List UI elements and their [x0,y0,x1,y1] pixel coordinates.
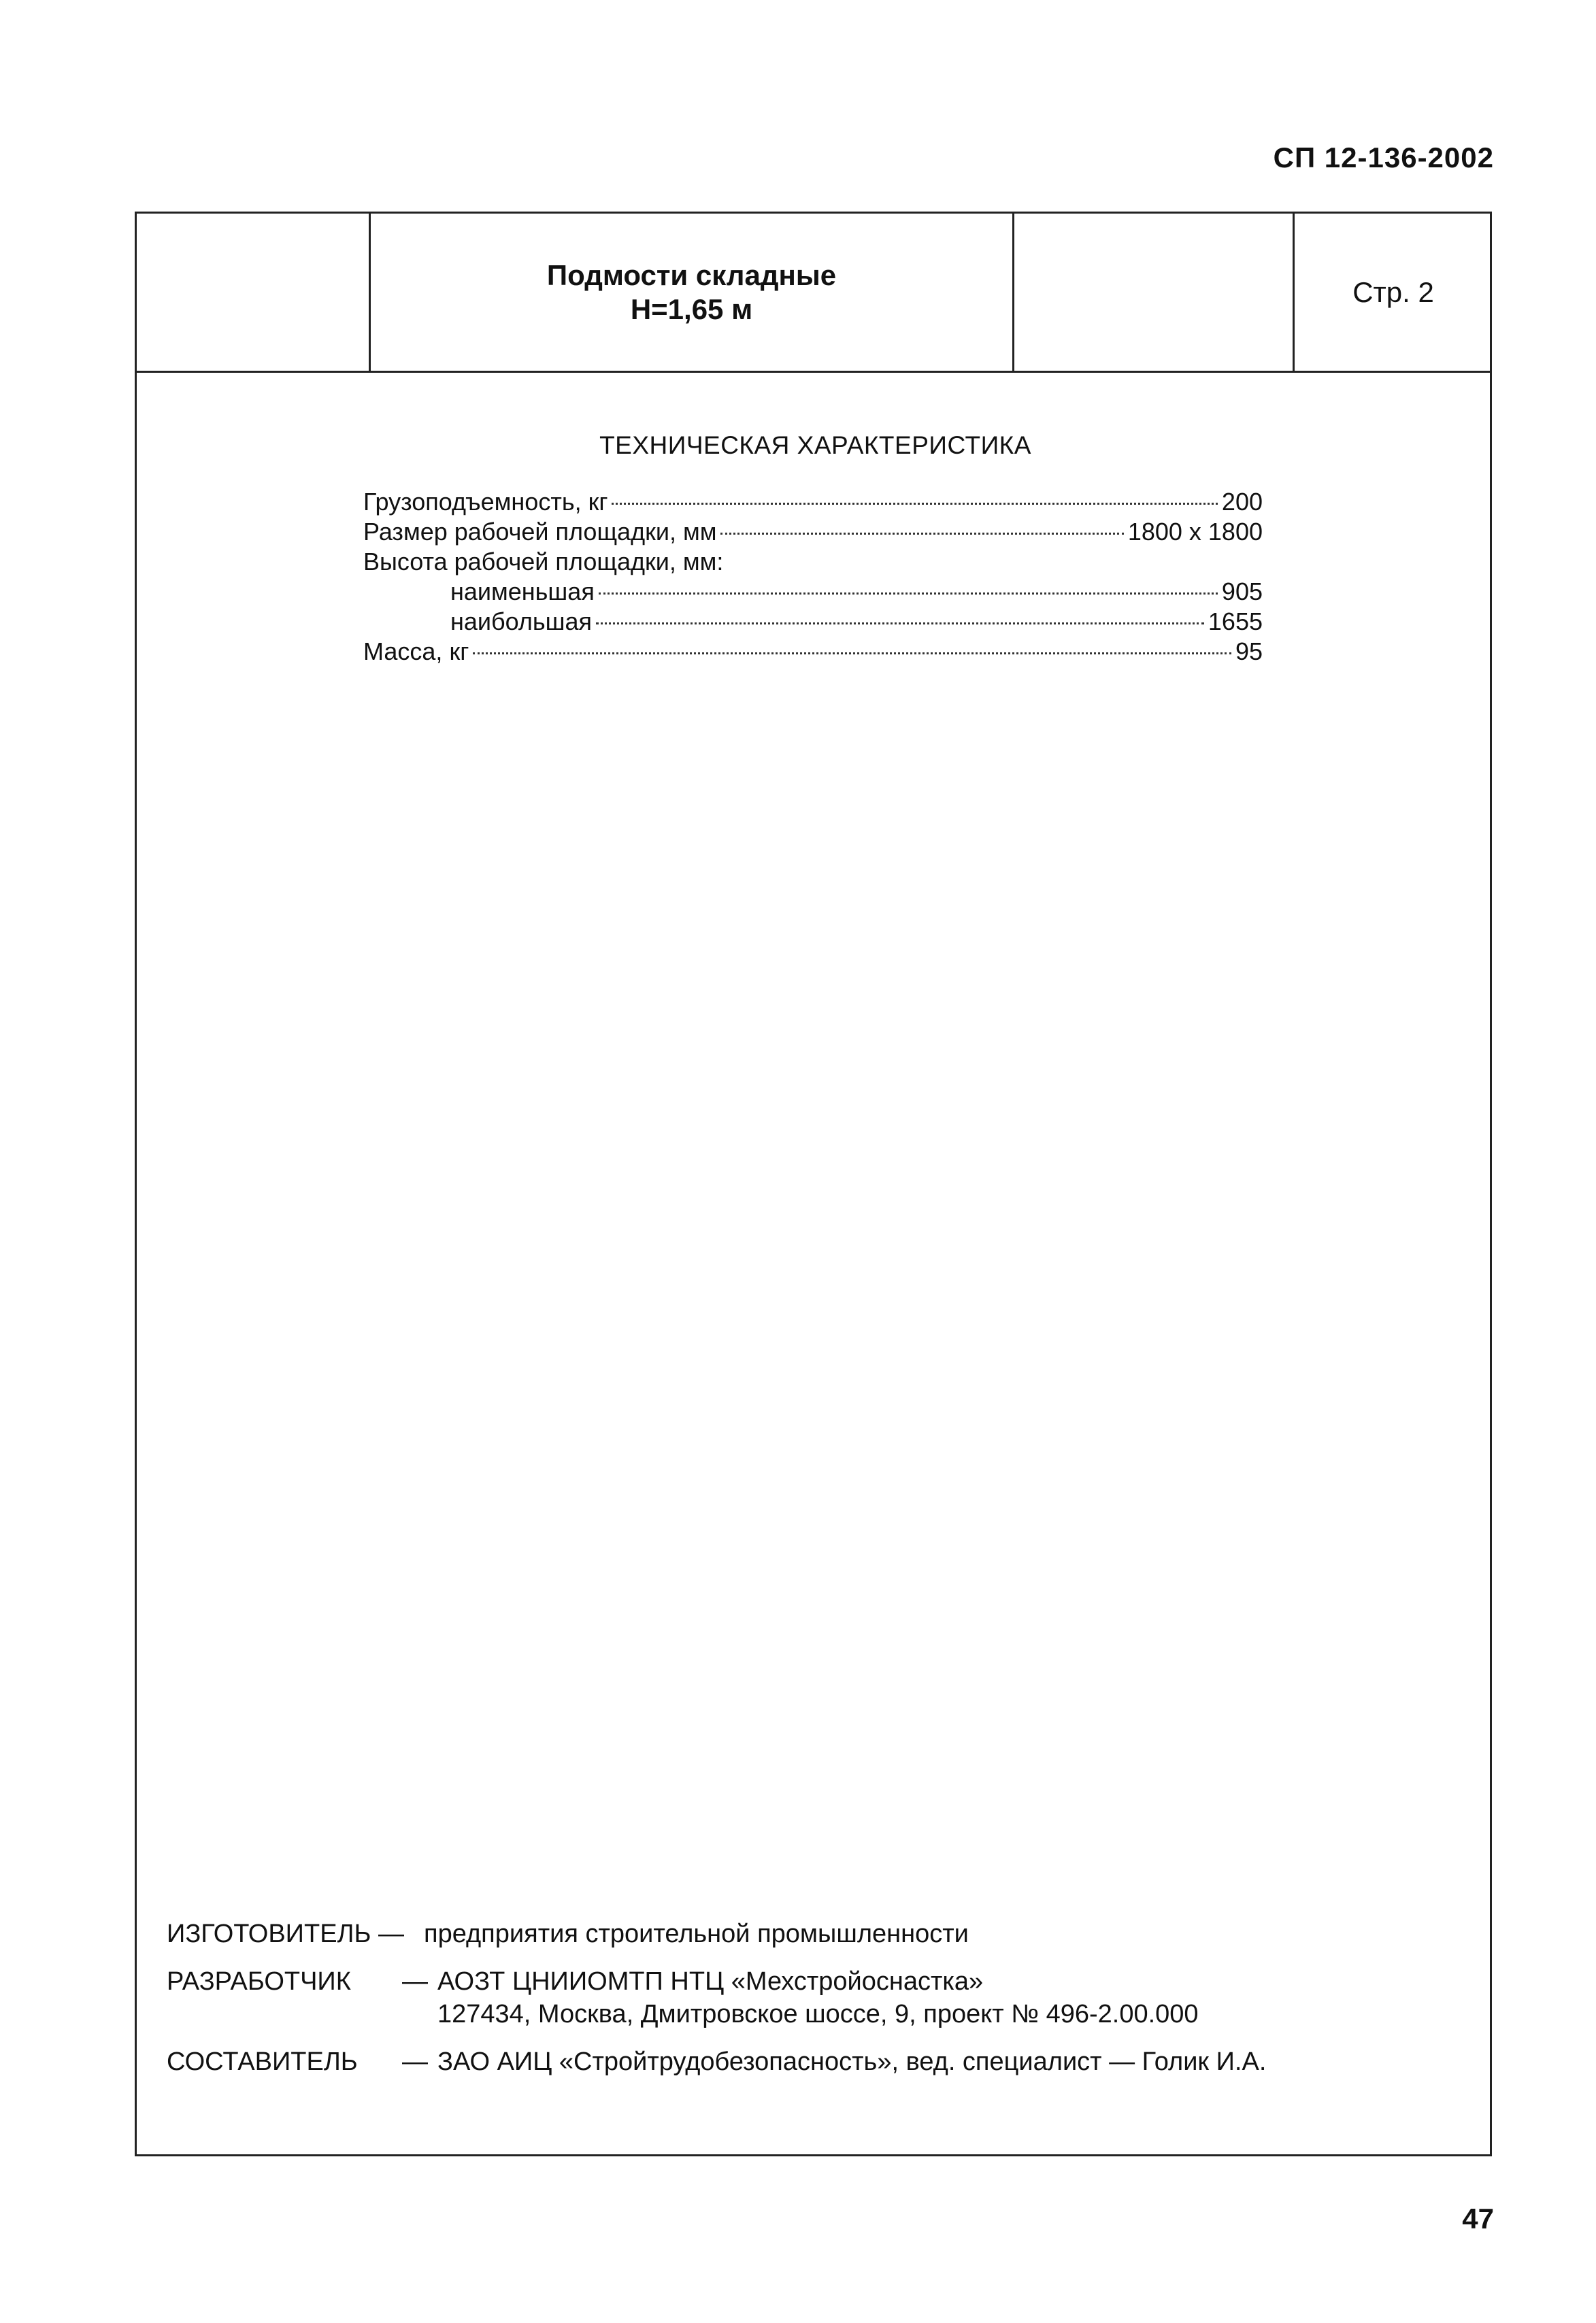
spec-value: 200 [1221,488,1263,516]
spec-row-height-max [363,607,1263,637]
credit-dash: — [402,2048,428,2076]
document-code: СП 12-136-2002 [1273,141,1494,173]
specs-list [363,487,1263,667]
dot-leader [599,592,1218,595]
spec-value: 1800 x 1800 [1127,518,1263,546]
spec-label: наибольшая [450,607,593,635]
title-block-cell-page [1295,214,1492,371]
developer-line1: АОЗТ ЦНИИОМТП НТЦ «Мехстройоснастка» [437,1967,984,1996]
title-block-row [137,214,1490,373]
dot-leader [596,622,1204,624]
credit-role: СОСТАВИТЕЛЬ [167,2048,358,2076]
specs-title: ТЕХНИЧЕСКАЯ ХАРАКТЕРИСТИКА [599,431,1031,459]
page-number: 47 [1462,2203,1494,2235]
document-title [547,258,836,327]
spec-label: Грузоподъемность, кг [363,488,608,516]
credit-role: РАЗРАБОТЧИК [167,1967,351,1996]
credit-text [437,1965,1459,2030]
credit-developer [167,1965,1459,2030]
spec-value: 95 [1235,637,1263,665]
credit-dash: — [402,1967,428,1996]
credits-footer [167,1918,1459,2093]
spec-row-platform-height-heading [363,547,1263,577]
dot-leader [720,533,1123,535]
sheet-page-label: Стр. 2 [1352,275,1434,308]
credit-manufacturer [167,1918,1459,1950]
spec-row-platform-size [363,517,1263,547]
dot-leader [473,652,1231,654]
dot-leader [612,503,1217,505]
title-block-cell-empty-left [137,214,371,371]
developer-line2: 127434, Москва, Дмитровское шоссе, 9, проект № 496-2.00.000 [437,2000,1199,2028]
spec-row-height-min [363,577,1263,607]
document-frame [135,212,1492,2156]
document-title-line1: Подмости складные [546,258,837,291]
spec-label: Масса, кг [363,637,469,665]
spec-label: наименьшая [450,578,595,605]
spec-value: 905 [1221,578,1263,605]
spec-label: Размер рабочей площадки, мм [363,518,717,546]
credit-text: предприятия строительной промышленности [424,1920,969,1948]
spec-row-capacity [363,487,1263,517]
title-block-cell-empty-right [1014,214,1295,371]
credit-role: ИЗГОТОВИТЕЛЬ — [167,1920,404,1948]
credit-text: ЗАО АИЦ «Стройтрудобезопасность», вед. специалист — Голик И.А. [437,2048,1267,2076]
credit-compiler [167,2045,1459,2078]
title-block-cell-title [371,214,1014,371]
spec-value: 1655 [1208,607,1263,635]
spec-row-mass [363,637,1263,667]
spec-label: Высота рабочей площадки, мм: [363,548,724,575]
document-title-line2: Н=1,65 м [630,293,753,325]
